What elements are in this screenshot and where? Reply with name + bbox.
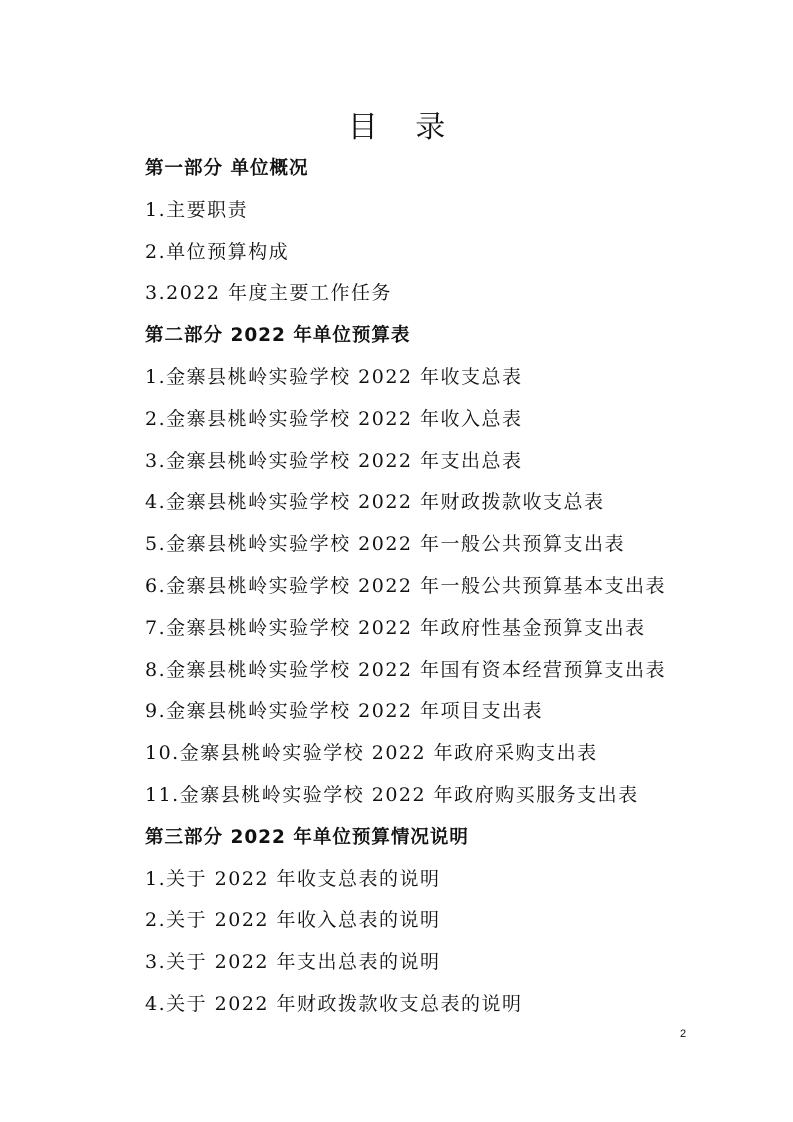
toc-entry: 7.金寨县桃岭实验学校 2022 年政府性基金预算支出表	[145, 616, 646, 639]
page-number: 2	[680, 1028, 687, 1040]
toc-entry: 10.金寨县桃岭实验学校 2022 年政府采购支出表	[145, 742, 598, 765]
page-title: 目 录	[347, 110, 460, 146]
toc-entry: 11.金寨县桃岭实验学校 2022 年政府购买服务支出表	[145, 783, 639, 806]
toc-entry: 3.金寨县桃岭实验学校 2022 年支出总表	[145, 449, 523, 472]
toc-section-heading: 第一部分 单位概况	[145, 158, 309, 179]
toc-entry: 1.关于 2022 年收支总表的说明	[145, 867, 441, 890]
toc-entry: 2.关于 2022 年收入总表的说明	[145, 909, 441, 932]
toc-section-heading: 第三部分 2022 年单位预算情况说明	[145, 826, 469, 848]
toc-section-heading: 第二部分 2022 年单位预算表	[145, 325, 411, 347]
toc-entry: 6.金寨县桃岭实验学校 2022 年一般公共预算基本支出表	[145, 574, 667, 597]
toc-entry: 9.金寨县桃岭实验学校 2022 年项目支出表	[145, 700, 544, 723]
toc-entry: 8.金寨县桃岭实验学校 2022 年国有资本经营预算支出表	[145, 658, 667, 681]
toc-entry: 4.金寨县桃岭实验学校 2022 年财政拨款收支总表	[145, 491, 605, 514]
toc-entry: 3.关于 2022 年支出总表的说明	[145, 951, 441, 974]
toc-entry: 3.2022 年度主要工作任务	[145, 282, 393, 305]
table-of-contents	[145, 148, 745, 1026]
toc-entry: 4.关于 2022 年财政拨款收支总表的说明	[145, 992, 523, 1015]
toc-entry: 1.主要职责	[145, 198, 249, 221]
toc-entry: 2.金寨县桃岭实验学校 2022 年收入总表	[145, 407, 523, 430]
toc-entry: 5.金寨县桃岭实验学校 2022 年一般公共预算支出表	[145, 533, 626, 556]
toc-entry: 2.单位预算构成	[145, 240, 290, 263]
toc-entry: 1.金寨县桃岭实验学校 2022 年收支总表	[145, 365, 523, 388]
